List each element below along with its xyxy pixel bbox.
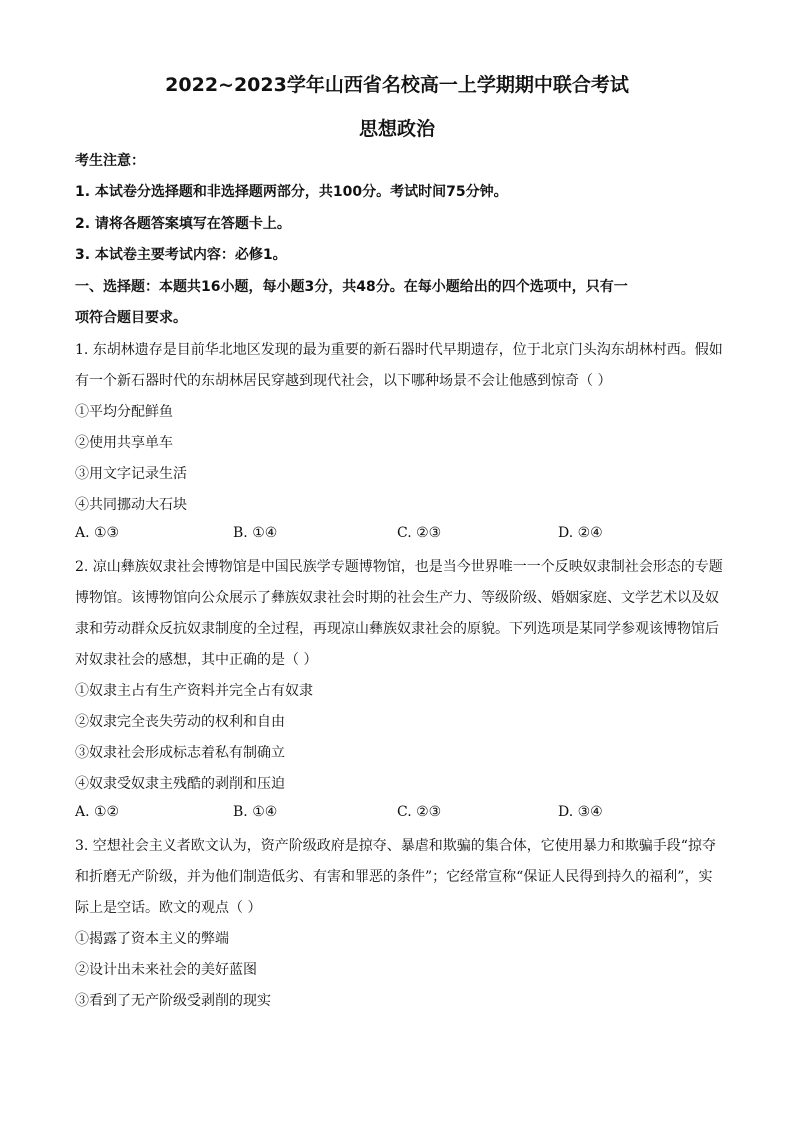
q1-option-d: D. ②④ bbox=[558, 525, 603, 541]
q3-stem-line-3: 际上是空话。欧文的观点（ ） bbox=[75, 900, 262, 916]
q2-item-1: ①奴隶主占有生产资料并完全占有奴隶 bbox=[75, 683, 313, 699]
q2-option-c: C. ②③ bbox=[397, 804, 442, 820]
q2-item-2: ②奴隶完全丧失劳动的权利和自由 bbox=[75, 714, 285, 730]
q1-item-4: ④共同挪动大石块 bbox=[75, 497, 187, 513]
q2-option-b: B. ①④ bbox=[233, 804, 278, 820]
q2-stem-line-1: 2. 凉山彝族奴隶社会博物馆是中国民族学专题博物馆，也是当今世界唯一一个反映奴隶制社会形态的专题 bbox=[75, 559, 723, 575]
q3-stem-line-2: 和折磨无产阶级，并为他们制造低劣、有害和罪恶的条件”；它经常宣称“保证人民得到持久的福利”，实 bbox=[75, 869, 713, 885]
notice-item-2: 2. 请将各题答案填写在答题卡上。 bbox=[75, 216, 291, 232]
q1-item-3: ③用文字记录生活 bbox=[75, 466, 187, 482]
q1-item-1: ①平均分配鲜鱼 bbox=[75, 404, 173, 420]
subject-title: 思想政治 bbox=[358, 118, 435, 140]
q2-option-a: A. ①② bbox=[75, 804, 120, 820]
exam-title: 2022~2023学年山西省名校高一上学期期中联合考试 bbox=[165, 74, 629, 96]
section-heading-line-1: 一、选择题：本题共16小题，每小题3分，共48分。在每小题给出的四个选项中，只有一 bbox=[75, 279, 628, 295]
q2-stem-line-2: 博物馆。该博物馆向公众展示了彝族奴隶社会时期的社会生产力、等级阶级、婚姻家庭、文学艺术以及奴 bbox=[75, 590, 719, 606]
q2-stem-line-4: 对奴隶社会的感想，其中正确的是（ ） bbox=[75, 652, 318, 668]
notice-heading: 考生注意： bbox=[75, 153, 145, 169]
notice-item-1: 1. 本试卷分选择题和非选择题两部分，共100分。考试时间75分钟。 bbox=[75, 184, 508, 200]
section-heading-line-2: 项符合题目要求。 bbox=[75, 310, 187, 326]
q3-item-2: ②设计出未来社会的美好蓝图 bbox=[75, 962, 257, 978]
q1-option-c: C. ②③ bbox=[397, 525, 442, 541]
q1-stem-line-1: 1. 东胡林遗存是目前华北地区发现的最为重要的新石器时代早期遗存，位于北京门头沟东胡林村西。假如 bbox=[75, 342, 723, 358]
q3-item-1: ①揭露了资本主义的弊端 bbox=[75, 931, 229, 947]
q2-option-d: D. ③④ bbox=[558, 804, 603, 820]
q1-item-2: ②使用共享单车 bbox=[75, 435, 173, 451]
q2-stem-line-3: 隶和劳动群众反抗奴隶制度的全过程，再现凉山彝族奴隶社会的原貌。下列选项是某同学参观该博物馆后 bbox=[75, 621, 719, 637]
q1-option-b: B. ①④ bbox=[233, 525, 278, 541]
notice-item-3: 3. 本试卷主要考试内容：必修1。 bbox=[75, 247, 287, 263]
q3-item-3: ③看到了无产阶级受剥削的现实 bbox=[75, 993, 271, 1009]
q3-stem-line-1: 3. 空想社会主义者欧文认为，资产阶级政府是掠夺、暴虐和欺骗的集合体，它使用暴力和欺骗手段“掠夺 bbox=[75, 838, 716, 854]
q1-stem-line-2: 有一个新石器时代的东胡林居民穿越到现代社会，以下哪种场景不会让他感到惊奇（ ） bbox=[75, 373, 612, 389]
q2-item-4: ④奴隶受奴隶主残酷的剥削和压迫 bbox=[75, 776, 285, 792]
q1-option-a: A. ①③ bbox=[75, 525, 120, 541]
q2-item-3: ③奴隶社会形成标志着私有制确立 bbox=[75, 745, 285, 761]
